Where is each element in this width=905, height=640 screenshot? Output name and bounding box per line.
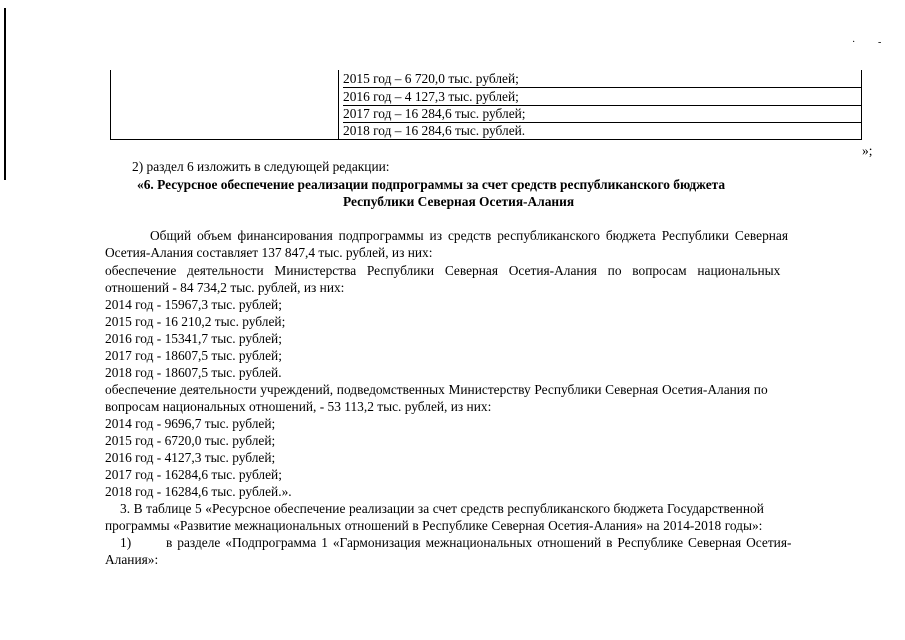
- paragraph-table5-line2: программы «Развитие межнациональных отношений в Республике Северная Осетия-Алания» на 2014-2018 годы»:: [105, 518, 763, 533]
- year-item: 2017 год - 18607,5 тыс. рублей;: [105, 348, 282, 363]
- year-item: 2018 год - 18607,5 тыс. рублей.: [105, 365, 282, 380]
- year-item: 2014 год - 9696,7 тыс. рублей;: [105, 416, 276, 431]
- paragraph-text: Общий объем финансирования подпрограммы из средств республиканского бюджета Республики Северная: [150, 228, 789, 243]
- paragraph-total-line2: Осетия-Алания составляет 137 847,4 тыс. рублей, из них:: [105, 245, 433, 260]
- year-item: 2017 год - 16284,6 тыс. рублей;: [105, 467, 282, 482]
- closing-quote: »;: [862, 143, 873, 158]
- table-row: 2015 год – 6 720,0 тыс. рублей;: [343, 71, 519, 86]
- list-item-text-line2: Алания»:: [105, 552, 159, 567]
- paragraph-institutions-line2: вопросам национальных отношений, - 53 113,2 тыс. рублей, из них:: [105, 399, 492, 414]
- paragraph-ministry-line1: обеспечение деятельности Министерства Республики Северная Осетия-Алания по вопросам национальных: [105, 263, 781, 278]
- section-heading-line2: Республики Северная Осетия-Алания: [343, 194, 575, 209]
- paragraph-institutions-line1: обеспечение деятельности учреждений, подведомственных Министерству Республики Северная Осетия-Алания по: [105, 382, 768, 397]
- scan-mark: ·: [852, 37, 856, 48]
- list-item-number: 1): [120, 535, 132, 550]
- year-item: 2014 год - 15967,3 тыс. рублей;: [105, 297, 282, 312]
- table-row: 2016 год – 4 127,3 тыс. рублей;: [343, 89, 519, 104]
- paragraph-table5-line1: 3. В таблице 5 «Ресурсное обеспечение реализации за счет средств республиканского бюджета Государственной: [120, 501, 764, 516]
- section-intro: 2) раздел 6 изложить в следующей редакции:: [132, 159, 390, 174]
- year-item: 2016 год - 15341,7 тыс. рублей;: [105, 331, 282, 346]
- scan-mark: -: [878, 37, 882, 48]
- scan-edge-line: [4, 8, 6, 180]
- year-item: 2018 год - 16284,6 тыс. рублей.».: [105, 484, 292, 499]
- paragraph-ministry-line2: отношений - 84 734,2 тыс. рублей, из них:: [105, 280, 345, 295]
- table-row: 2018 год – 16 284,6 тыс. рублей.: [343, 123, 526, 138]
- table-row: 2017 год – 16 284,6 тыс. рублей;: [343, 106, 526, 121]
- year-item: 2016 год - 4127,3 тыс. рублей;: [105, 450, 276, 465]
- list-item-text-line1: в разделе «Подпрограмма 1 «Гармонизация межнациональных отношений в Республике Северная Осетия-: [166, 535, 792, 550]
- paragraph-total-line1: [150, 227, 859, 244]
- section-heading-line1: «6. Ресурсное обеспечение реализации подпрограммы за счет средств республиканского бюджета: [137, 177, 726, 192]
- funding-table-fragment: [110, 70, 862, 140]
- table-column-divider: [338, 70, 339, 139]
- year-item: 2015 год - 16 210,2 тыс. рублей;: [105, 314, 286, 329]
- year-item: 2015 год - 6720,0 тыс. рублей;: [105, 433, 276, 448]
